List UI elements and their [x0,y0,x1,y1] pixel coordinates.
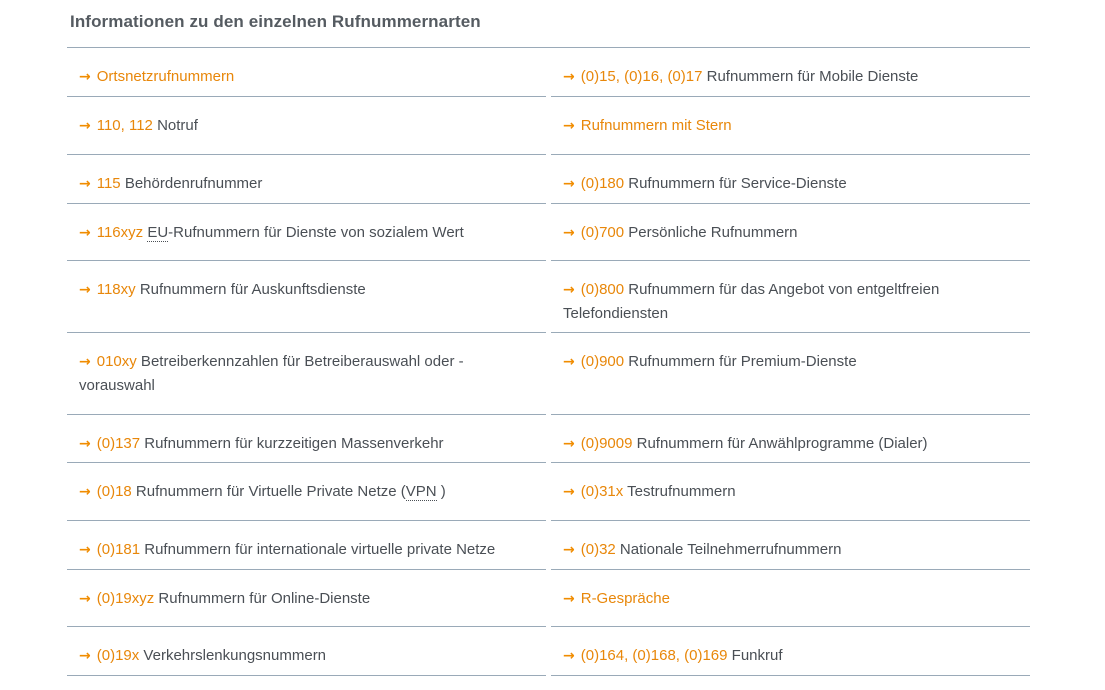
link-description: Testrufnummern [623,483,736,500]
link-eu-rufnummern[interactable] [67,204,546,261]
link-description: Rufnummern für kurzzeitigen Massenverkehr [140,435,444,452]
arrow-right-icon: → [563,648,575,664]
arrow-right-icon: → [79,282,91,298]
link-description: -Rufnummern für Dienste von sozialem Wert [168,224,464,241]
link-description: Behördenrufnummer [120,175,263,192]
link-nationale-teilnehmerrufnummern[interactable] [551,521,1030,570]
link-number: (0)137 [96,435,141,452]
link-description: Rufnummern für Virtuelle Private Netze ( [131,483,406,500]
link-description: Rufnummern für Anwählprogramme (Dialer) [632,435,928,452]
link-persoenliche-rufnummern[interactable] [551,204,1030,261]
link-number: (0)180 [580,175,625,192]
link-number: (0)164, (0)168, (0)169 [580,647,728,664]
link-description: Rufnummern für internationale virtuelle private Netze [140,541,496,558]
arrow-right-icon: → [563,118,575,134]
link-number: (0)181 [96,541,141,558]
link-internationale-vpn[interactable] [67,521,546,570]
arrow-right-icon: → [79,225,91,241]
arrow-right-icon: → [79,648,91,664]
link-number: (0)32 [580,541,616,558]
link-description: Rufnummern für Premium-Dienste [624,353,857,370]
link-description: Nationale Teilnehmerrufnummern [615,541,842,558]
arrow-right-icon: → [79,542,91,558]
link-description: Rufnummern für Service-Dienste [624,175,847,192]
arrow-right-icon: → [563,176,575,192]
arrow-right-icon: → [563,225,575,241]
link-auskunftsdienste[interactable] [67,261,546,333]
link-mobile-dienste[interactable] [551,48,1030,97]
link-notruf[interactable] [67,97,546,155]
arrow-right-icon: → [563,484,575,500]
link-number: 110, 112 [96,117,153,134]
link-ortsnetzrufnummern[interactable] [67,48,546,97]
abbreviation-vpn: VPN [405,483,437,500]
link-anwaehlprogramme[interactable] [551,415,1030,463]
arrow-right-icon: → [563,69,575,85]
link-description: Betreiberkennzahlen für Betreiberauswahl oder -vorauswahl [79,353,464,394]
arrow-right-icon: → [79,591,91,607]
link-description: Persönliche Rufnummern [624,224,798,241]
link-massenverkehr[interactable] [67,415,546,463]
link-virtuelle-private-netze[interactable] [67,463,546,521]
arrow-right-icon: → [563,436,575,452]
arrow-right-icon: → [79,436,91,452]
link-number: (0)31x [580,483,624,500]
link-number: (0)19xyz [96,590,155,607]
link-number: Ortsnetzrufnummern [96,68,235,85]
link-description: Rufnummern für Mobile Dienste [702,68,919,85]
link-number: (0)700 [580,224,625,241]
link-service-dienste[interactable] [551,155,1030,204]
link-description: Notruf [152,117,198,134]
link-betreiberkennzahlen[interactable] [67,333,546,415]
link-description: Rufnummern für das Angebot von entgeltfreien Telefondiensten [563,281,940,322]
arrow-right-icon: → [79,354,91,370]
link-description: Funkruf [727,647,783,664]
link-entgeltfreie-telefondienste[interactable] [551,261,1030,333]
arrow-right-icon: → [79,176,91,192]
number-types-grid [67,47,1030,676]
link-number: (0)15, (0)16, (0)17 [580,68,703,85]
link-number: (0)800 [580,281,625,298]
arrow-right-icon: → [563,542,575,558]
link-rufnummern-mit-stern[interactable] [551,97,1030,155]
arrow-right-icon: → [79,69,91,85]
link-number: 010xy [96,353,137,370]
link-number: (0)19x [96,647,140,664]
link-number: (0)9009 [580,435,633,452]
link-number: R-Gespräche [580,590,670,607]
arrow-right-icon: → [563,282,575,298]
arrow-right-icon: → [79,484,91,500]
link-number: (0)900 [580,353,625,370]
link-testrufnummern[interactable] [551,463,1030,521]
link-verkehrslenkungsnummern[interactable] [67,627,546,676]
link-r-gespraeche[interactable] [551,570,1030,627]
link-number: 115 [96,175,121,192]
link-description-end: ) [436,483,446,500]
section-title: Informationen zu den einzelnen Rufnummernarten [70,12,481,31]
arrow-right-icon: → [563,354,575,370]
link-number: (0)18 [96,483,132,500]
arrow-right-icon: → [563,591,575,607]
link-description: Rufnummern für Online-Dienste [154,590,371,607]
arrow-right-icon: → [79,118,91,134]
abbreviation-eu: EU [147,224,169,241]
link-number: Rufnummern mit Stern [580,117,732,134]
link-description: Rufnummern für Auskunftsdienste [135,281,366,298]
link-number: 118xy [96,281,136,298]
link-description: Verkehrslenkungsnummern [139,647,327,664]
link-premium-dienste[interactable] [551,333,1030,415]
link-funkruf[interactable] [551,627,1030,676]
link-number: 116xyz [96,224,144,241]
link-online-dienste[interactable] [67,570,546,627]
link-behoerdenrufnummer[interactable] [67,155,546,204]
